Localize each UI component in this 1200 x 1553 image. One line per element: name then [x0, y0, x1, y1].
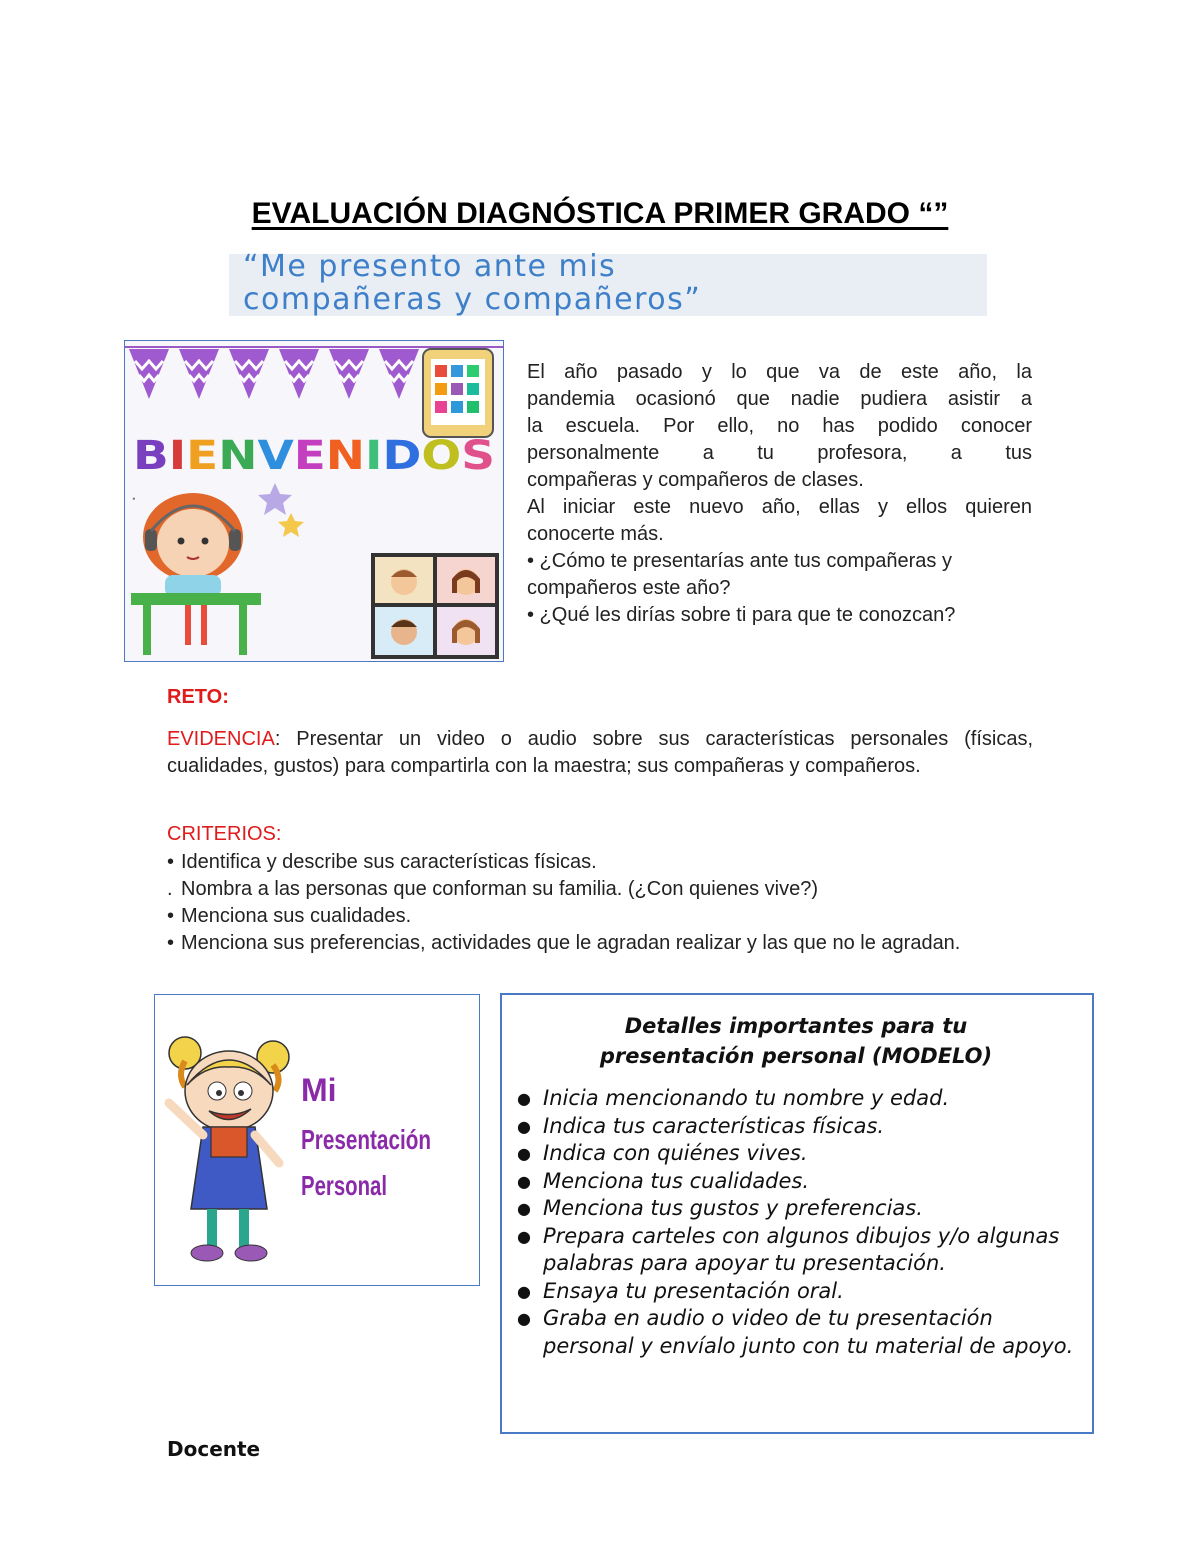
details-item-text: Inicia mencionando tu nombre y edad.: [543, 1086, 950, 1110]
details-item: [515, 1140, 1075, 1168]
bullet-icon: ●: [517, 1281, 531, 1301]
banner-letter: O: [421, 433, 456, 479]
banner-letter: I: [365, 433, 380, 479]
docente-label: Docente: [167, 1437, 261, 1461]
banner-letter: I: [168, 433, 184, 479]
bullet-icon: ●: [517, 1309, 531, 1328]
subtitle: [243, 250, 983, 316]
criterio-bullet: .: [167, 878, 173, 900]
criterio-bullet: •: [167, 905, 175, 927]
details-item: [515, 1305, 1075, 1360]
criterio-item: [167, 876, 1047, 903]
welcome-illustration: [124, 340, 504, 662]
intro-paragraph-2-line: conocerte más.: [527, 523, 664, 545]
evidencia-paragraph: [167, 726, 1033, 780]
banner-letter: S: [461, 433, 491, 479]
criterio-bullet: •: [167, 851, 175, 873]
presentation-illustration-art: [155, 995, 479, 1285]
details-list: [515, 1085, 1075, 1360]
criterio-item: [167, 903, 1047, 930]
banner-letter: E: [293, 433, 322, 479]
criterios-list: [167, 849, 1047, 957]
intro-paragraph-1: [527, 359, 1032, 494]
intro-paragraph-1-line: compañeras y compañeros de clases.: [527, 469, 864, 491]
criterio-text: Identifica y describe sus características físicas.: [181, 851, 597, 873]
intro-text: [527, 359, 1032, 629]
welcome-illustration-art: [125, 341, 503, 661]
details-item-text: Indica tus características físicas.: [543, 1113, 885, 1138]
question-1-line-2: compañeros este año?: [527, 577, 731, 599]
criterio-item: [167, 849, 1047, 876]
presentation-illustration: [154, 994, 480, 1286]
criterio-text: Menciona sus cualidades.: [181, 905, 412, 927]
bullet-icon: ●: [517, 1199, 531, 1218]
bullet-icon: ●: [517, 1226, 531, 1246]
bullet-icon: ●: [517, 1089, 531, 1108]
banner-letter: N: [325, 433, 360, 479]
details-item: [515, 1223, 1075, 1278]
criterio-item: [167, 930, 1047, 957]
presentation-line-2: Presentación: [301, 1124, 431, 1155]
svg-text:•: •: [130, 496, 139, 501]
details-item-text: Ensaya tu presentación oral.: [543, 1278, 844, 1303]
details-item: [515, 1195, 1075, 1223]
details-title: [520, 1011, 1072, 1071]
subtitle-line-1: “Me presento ante mis: [243, 249, 617, 284]
intro-paragraph-1-line: personalmente a tu profesora, a tus: [527, 442, 1032, 464]
question-2: • ¿Qué les dirías sobre ti para que te conozcan?: [527, 604, 956, 626]
banner-letter: N: [218, 433, 252, 479]
question-1-line-1: • ¿Cómo te presentarías ante tus compañeras y: [527, 550, 952, 572]
details-item-text: Prepara carteles con algunos dibujos y/o algunas palabras para apoyar tu presentación.: [543, 1223, 1060, 1275]
details-item-text: Graba en audio o video de tu presentación personal y envíalo junto con tu material de apoyo.: [543, 1306, 1074, 1358]
details-item: [515, 1168, 1075, 1196]
details-item-text: Menciona tus cualidades.: [543, 1168, 810, 1193]
bullet-icon: ●: [517, 1116, 531, 1136]
criterios-label: CRITERIOS:: [167, 823, 282, 845]
bullet-icon: ●: [517, 1144, 531, 1163]
page-title: EVALUACIÓN DIAGNÓSTICA PRIMER GRADO “”: [251, 197, 949, 230]
criterio-text: Menciona sus preferencias, actividades que le agradan realizar y las que no le agradan.: [181, 932, 961, 954]
criterio-text: Nombra a las personas que conforman su familia. (¿Con quienes vive?): [181, 878, 818, 900]
details-item: [515, 1085, 1075, 1113]
banner-letter: E: [186, 433, 214, 479]
intro-paragraph-2: [527, 494, 1032, 548]
intro-paragraph-1-line: pandemia ocasionó que nadie pudiera asistir a: [527, 388, 1032, 410]
criterio-bullet: •: [167, 932, 175, 954]
evidencia-text: : Presentar un video o audio sobre sus características personales (físicas, cualidades, gustos) para compartirla con la maestra; sus compañeras y compañeros.: [167, 728, 1033, 777]
details-item: [515, 1113, 1075, 1141]
welcome-banner-text: [133, 433, 495, 479]
banner-letter: V: [257, 433, 289, 479]
intro-paragraph-1-line: El año pasado y lo que va de este año, la: [527, 361, 1032, 383]
intro-paragraph-1-line: la escuela. Por ello, no has podido conocer: [527, 415, 1032, 437]
details-title-line-1: Detalles importantes para tu: [624, 1014, 968, 1038]
presentation-line-3: Personal: [301, 1170, 387, 1201]
details-item-text: Menciona tus gustos y preferencias.: [543, 1196, 923, 1220]
details-title-line-2: presentación personal (MODELO): [599, 1044, 993, 1068]
details-item: [515, 1278, 1075, 1306]
subtitle-line-2: compañeras y compañeros”: [243, 282, 702, 317]
banner-letter: D: [382, 433, 416, 479]
details-item-text: Indica con quiénes vives.: [543, 1141, 808, 1165]
intro-paragraph-2-line: Al iniciar este nuevo año, ellas y ellos quieren: [527, 496, 1032, 518]
evidencia-label: EVIDENCIA: [167, 728, 275, 750]
reto-label: RETO:: [167, 686, 229, 708]
bullet-icon: ●: [517, 1171, 531, 1191]
banner-letter: B: [133, 433, 164, 479]
presentation-line-1: Mi: [301, 1072, 337, 1108]
